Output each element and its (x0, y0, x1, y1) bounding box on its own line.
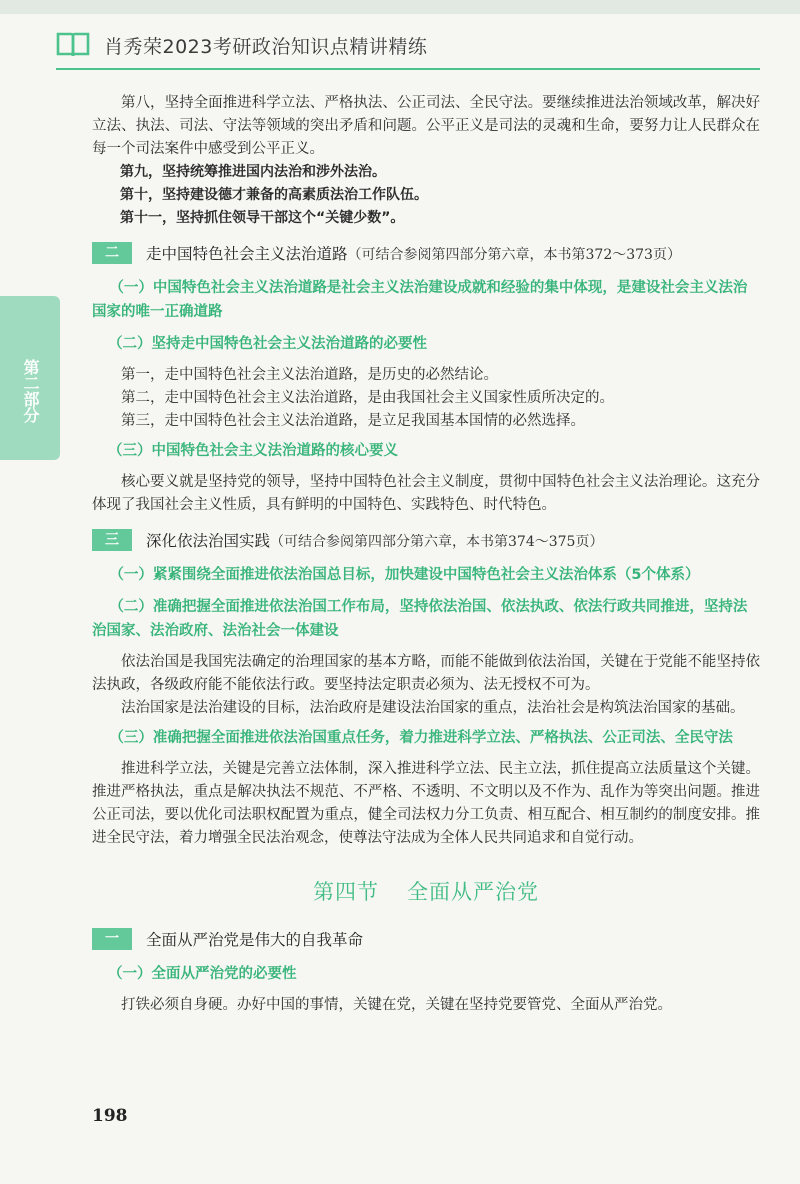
section-heading (92, 529, 760, 551)
header-title: 肖秀荣2023考研政治知识点精讲精练 (104, 36, 428, 58)
section-badge: 三 (92, 529, 132, 551)
subheading: （一）全面从严治党的必要性 (108, 966, 297, 982)
paragraph: 第八，坚持全面推进科学立法、严格执法、公正司法、全民守法。要继续推进法治领域改革，解决好立法、执法、司法、守法等领域的突出矛盾和问题。公平正义是司法的灵魂和生命，要努力让人民群众在每一个司法案件中感受到公平正义。 (92, 95, 760, 157)
list-item: 第三，走中国特色社会主义法治道路，是立足我国基本国情的必然选择。 (121, 413, 585, 429)
paragraph: 打铁必须自身硬。办好中国的事情，关键在党，关键在坚持党要管党、全面从严治党。 (121, 997, 672, 1013)
section-note: （可结合参阅第四部分第六章，本书第372～373页） (347, 247, 681, 263)
chapter-title: 全面从严治党 (407, 880, 539, 904)
section-title: 全面从严治党是伟大的自我革命 (146, 931, 364, 949)
page-number: 198 (92, 1106, 128, 1126)
paragraph: 第十一，坚持抓住领导干部这个“关键少数”。 (120, 210, 405, 226)
paragraph: 第九，坚持统筹推进国内法治和涉外法治。 (120, 164, 386, 180)
side-tab-label: 第二部分 (21, 359, 40, 423)
section-note: （可结合参阅第四部分第六章，本书第374～375页） (270, 534, 604, 550)
paragraph: 法治国家是法治建设的目标，法治政府是建设法治国家的重点，法治社会是构筑法治国家的基础。 (121, 700, 745, 716)
paragraph: 依法治国是我国宪法确定的治理国家的基本方略，而能不能做到依法治国，关键在于党能不能坚持依法执政，各级政府能不能依法行政。要坚持法定职责必须为、法无授权不可为。 (92, 654, 760, 693)
open-book-icon (56, 30, 90, 58)
section-heading (92, 242, 760, 264)
chapter-number: 第四节 (313, 880, 379, 904)
section-badge: 二 (92, 242, 132, 264)
list-item: 第二，走中国特色社会主义法治道路，是由我国社会主义国家性质所决定的。 (121, 390, 614, 406)
paragraph: 核心要义就是坚持党的领导，坚持中国特色社会主义制度，贯彻中国特色社会主义法治理论。这充分体现了我国社会主义性质，具有鲜明的中国特色、实践特色、时代特色。 (92, 474, 760, 513)
page-content (92, 92, 760, 1017)
paragraph: 第十，坚持建设德才兼备的高素质法治工作队伍。 (120, 187, 428, 203)
chapter-heading (92, 876, 760, 906)
section-heading (92, 928, 760, 950)
section-badge: 一 (92, 928, 132, 950)
header-rule (56, 68, 760, 70)
subheading: （二）准确把握全面推进依法治国工作布局，坚持依法治国、依法执政、依法行政共同推进，坚持法治国家、法治政府、法治社会一体建设 (92, 599, 748, 639)
subheading: （二）坚持走中国特色社会主义法治道路的必要性 (108, 336, 427, 352)
paragraph: 推进科学立法，关键是完善立法体制，深入推进科学立法、民主立法，抓住提高立法质量这个关键。推进严格执法，重点是解决执法不规范、不严格、不透明、不文明以及不作为、乱作为等突出问题。推进公正司法，要以优化司法职权配置为重点，健全司法权力分工负责、相互配合、相互制约的制度安排。推进全民守法，着力增强全民法治观念，使尊法守法成为全体人民共同追求和自觉行动。 (92, 761, 760, 846)
list-item: 第一，走中国特色社会主义法治道路，是历史的必然结论。 (121, 367, 498, 383)
header-band (0, 0, 800, 14)
section-title: 走中国特色社会主义法治道路 (146, 245, 348, 263)
page-header (0, 0, 800, 78)
subheading: （三）中国特色社会主义法治道路的核心要义 (108, 443, 398, 459)
subheading: （三）准确把握全面推进依法治国重点任务，着力推进科学立法、严格执法、公正司法、全民守法 (109, 730, 733, 746)
section-title: 深化依法治国实践 (146, 532, 271, 550)
subheading: （一）紧紧围绕全面推进依法治国总目标，加快建设中国特色社会主义法治体系（5个体系） (109, 567, 700, 583)
part-side-tab (0, 296, 60, 460)
subheading: （一）中国特色社会主义法治道路是社会主义法治建设成就和经验的集中体现，是建设社会主义法治国家的唯一正确道路 (92, 280, 748, 320)
